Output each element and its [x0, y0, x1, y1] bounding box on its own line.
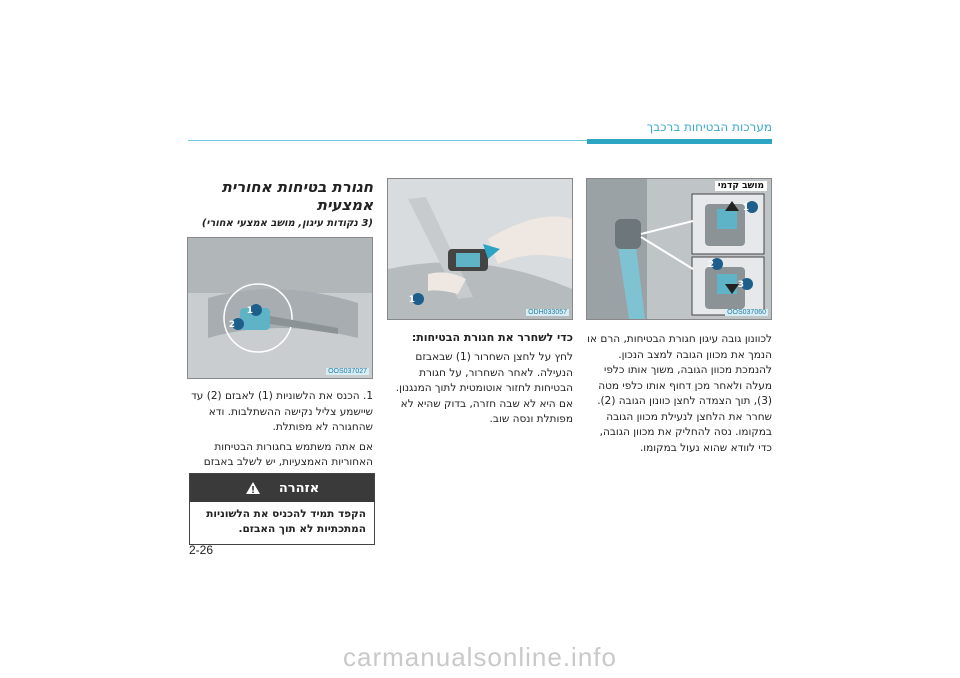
paragraph: לחץ על לחצן השחרור (1) שבאבזם הנעילה. לאחר השחרור, על חגורת הבטיחות לחזור אוטומטית לתוך המנגנון. אם היא לא שבה חזרה, בדוק שהיא לא מפותלת ונסה שוב.: [395, 351, 573, 425]
chapter-title: מערכות הבטיחות ברכבך: [646, 120, 772, 134]
page-number: 2-26: [189, 543, 214, 557]
column-release-belt: [389, 178, 573, 428]
warning-header: [190, 474, 374, 502]
header-accent-bar: [587, 139, 772, 144]
photo-code: OOS037060: [727, 309, 766, 316]
section-title: כדי לשחרר את חגורת הבטיחות:: [411, 331, 573, 344]
photo-rear-center-buckle: [187, 237, 373, 379]
paragraph: להנמכת מכוון הגובה, משוך אותו כלפי מעלה ולאחר מכן דחוף אותו כלפי מטה (3), תוך הצמדה לחצן כוונון הגובה (2).: [597, 364, 772, 407]
paragraph: 1. הכנס את הלשוניות (1) לאבזם (2) עד שיישמע צליל נקישה ההשתלבות. ודא שהחגורה לא מפותלת.: [191, 390, 373, 433]
warning-body: הקפד תמיד להכניס את הלשוניות המתכתיות לא תוך האבזם.: [206, 508, 366, 535]
svg-text:1: 1: [408, 295, 415, 305]
warning-box: [189, 473, 375, 545]
photo-belt-release: [387, 178, 573, 320]
svg-text:2: 2: [228, 320, 235, 330]
photo-code: ODH033057: [528, 309, 567, 316]
paragraph: אם אתה משתמש בחגורות הבטיחות האחוריות האמצעיות, יש לשלב באבזם: [203, 440, 373, 468]
section-title: חגורת בטיחות אחורית אמצעית: [221, 178, 373, 214]
section-subtitle: (3 נקודות עיגון, מושב אמצעי אחורי): [201, 218, 373, 229]
svg-text:1: 1: [246, 306, 253, 316]
warning-title: אזהרה: [278, 480, 320, 496]
svg-text:2: 2: [707, 260, 714, 270]
warning-triangle-icon: [245, 481, 261, 495]
paragraph: שחרר את הלחצן לנעילת מכוון הגובה במקומו. נסה להחליק את מכוון הגובה, כדי לוודא שהוא נעול במקומו.: [599, 410, 772, 454]
watermark: carmanualsonline.info: [343, 642, 617, 672]
svg-text:1: 1: [742, 203, 749, 213]
photo-code: OOS037027: [328, 368, 367, 375]
photo-height-adjuster: [586, 178, 772, 320]
paragraph: לכוונון גובה עיגון חגורת הבטיחות, הרם או הנמך את מכוון הגובה למצב הנכון.: [587, 333, 772, 361]
svg-text:3: 3: [737, 280, 744, 290]
column-rear-center-belt: [189, 178, 373, 486]
column-height-adjust: [587, 178, 772, 456]
photo-tag: מושב קדמי: [715, 181, 767, 191]
